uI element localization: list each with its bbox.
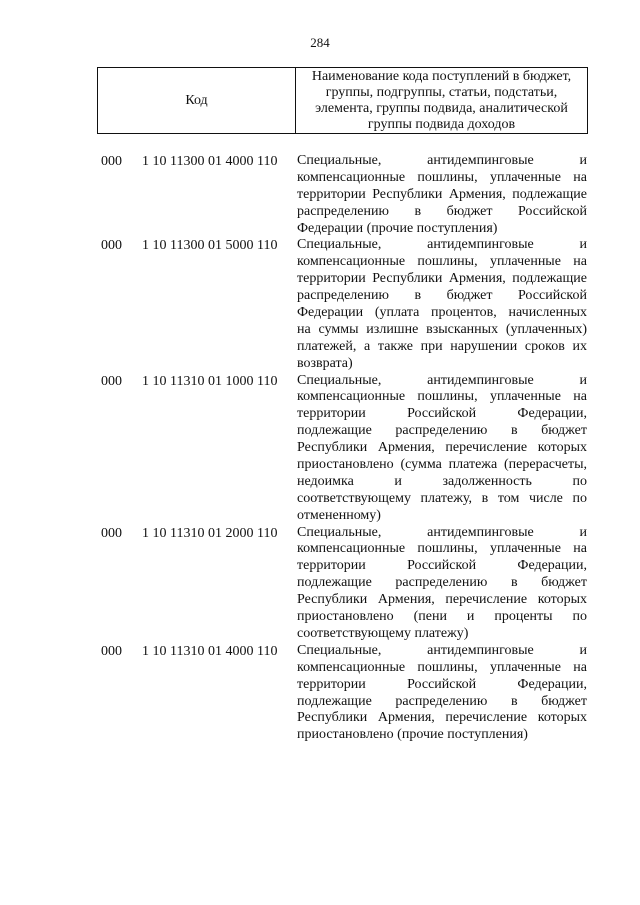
description-line: Специальные, антидемпинговые и (297, 237, 587, 253)
code-description (297, 525, 587, 643)
description-line: платежей, а также при нарушении сроков их (297, 338, 587, 354)
description-line: возврата) (297, 355, 353, 371)
description-line: территории Республики Армения, подлежащие (297, 186, 587, 202)
description-line: территории Российской Федерации, (297, 676, 587, 692)
budget-classification-code: 1 10 11300 01 4000 110 (142, 154, 278, 169)
description-line: приостановлено (прочие поступления) (297, 727, 528, 743)
description-line: Республики Армения, перечисление которых (297, 440, 587, 456)
description-line: территории Республики Армения, подлежащие (297, 271, 587, 287)
description-line: компенсационные пошлины, уплаченные на (297, 541, 587, 557)
description-line: соответствующему платежу, в том числе по (297, 490, 587, 506)
description-line: Специальные, антидемпинговые и (297, 524, 587, 540)
description-line: Федерации (прочие поступления) (297, 220, 498, 236)
description-line: территории Российской Федерации, (297, 558, 587, 574)
description-line: подлежащие распределению в бюджет (297, 575, 587, 591)
description-line: подлежащие распределению в бюджет (297, 423, 587, 439)
description-line: Специальные, антидемпинговые и (297, 153, 587, 168)
table-row (0, 373, 640, 525)
description-line: Федерации (уплата процентов, начисленных (297, 305, 587, 321)
description-line: Республики Армения, перечисление которых (297, 710, 587, 726)
description-line: компенсационные пошлины, уплаченные на (297, 169, 587, 185)
description-line: компенсационные пошлины, уплаченные на (297, 254, 587, 270)
budget-classification-code: 1 10 11310 01 4000 110 (142, 643, 278, 659)
table-row (0, 643, 640, 744)
admin-code: 000 (101, 643, 122, 659)
code-description (297, 237, 587, 372)
description-line: на суммы излишне взысканных (уплаченных) (297, 321, 587, 337)
budget-classification-code: 1 10 11300 01 5000 110 (142, 238, 278, 254)
description-line: распределению в бюджет Российской (297, 288, 587, 304)
code-description (297, 373, 587, 525)
description-line: Республики Армения, перечисление которых (297, 592, 587, 608)
description-line: приостановлено (сумма платежа (перерасчеты, (297, 457, 587, 473)
header-code-label: Код (98, 68, 296, 133)
description-line: недоимка и задолженность по (297, 473, 587, 489)
description-line: компенсационные пошлины, уплаченные на (297, 659, 587, 675)
description-line: компенсационные пошлины, уплаченные на (297, 389, 587, 405)
description-line: Специальные, антидемпинговые и (297, 642, 587, 658)
code-description (297, 153, 587, 237)
table-row (0, 153, 640, 237)
table-header (97, 67, 588, 134)
admin-code: 000 (101, 373, 122, 389)
description-line: отмененному) (297, 507, 381, 523)
header-name-line: группы, подгруппы, статьи, подстатьи, (325, 84, 558, 100)
budget-classification-code: 1 10 11310 01 2000 110 (142, 525, 278, 541)
header-name-line: группы подвида доходов (367, 116, 516, 132)
header-name-line: Наименование кода поступлений в бюджет, (311, 68, 572, 84)
admin-code: 000 (101, 154, 122, 169)
description-line: распределению в бюджет Российской (297, 203, 587, 219)
budget-classification-code: 1 10 11310 01 1000 110 (142, 373, 278, 389)
header-name-line: элемента, группы подвида, аналитической (315, 100, 568, 116)
page-number: 284 (310, 35, 330, 50)
table-row (0, 237, 640, 372)
admin-code: 000 (101, 525, 122, 541)
description-line: подлежащие распределению в бюджет (297, 693, 587, 709)
code-table-body (0, 153, 640, 744)
header-name-cell (296, 68, 587, 133)
description-line: Специальные, антидемпинговые и (297, 372, 587, 388)
description-line: соответствующему платежу) (297, 625, 469, 641)
description-line: территории Российской Федерации, (297, 406, 587, 422)
code-description (297, 643, 587, 744)
table-row (0, 525, 640, 643)
description-line: приостановлено (пени и проценты по (297, 609, 587, 625)
admin-code: 000 (101, 238, 122, 254)
